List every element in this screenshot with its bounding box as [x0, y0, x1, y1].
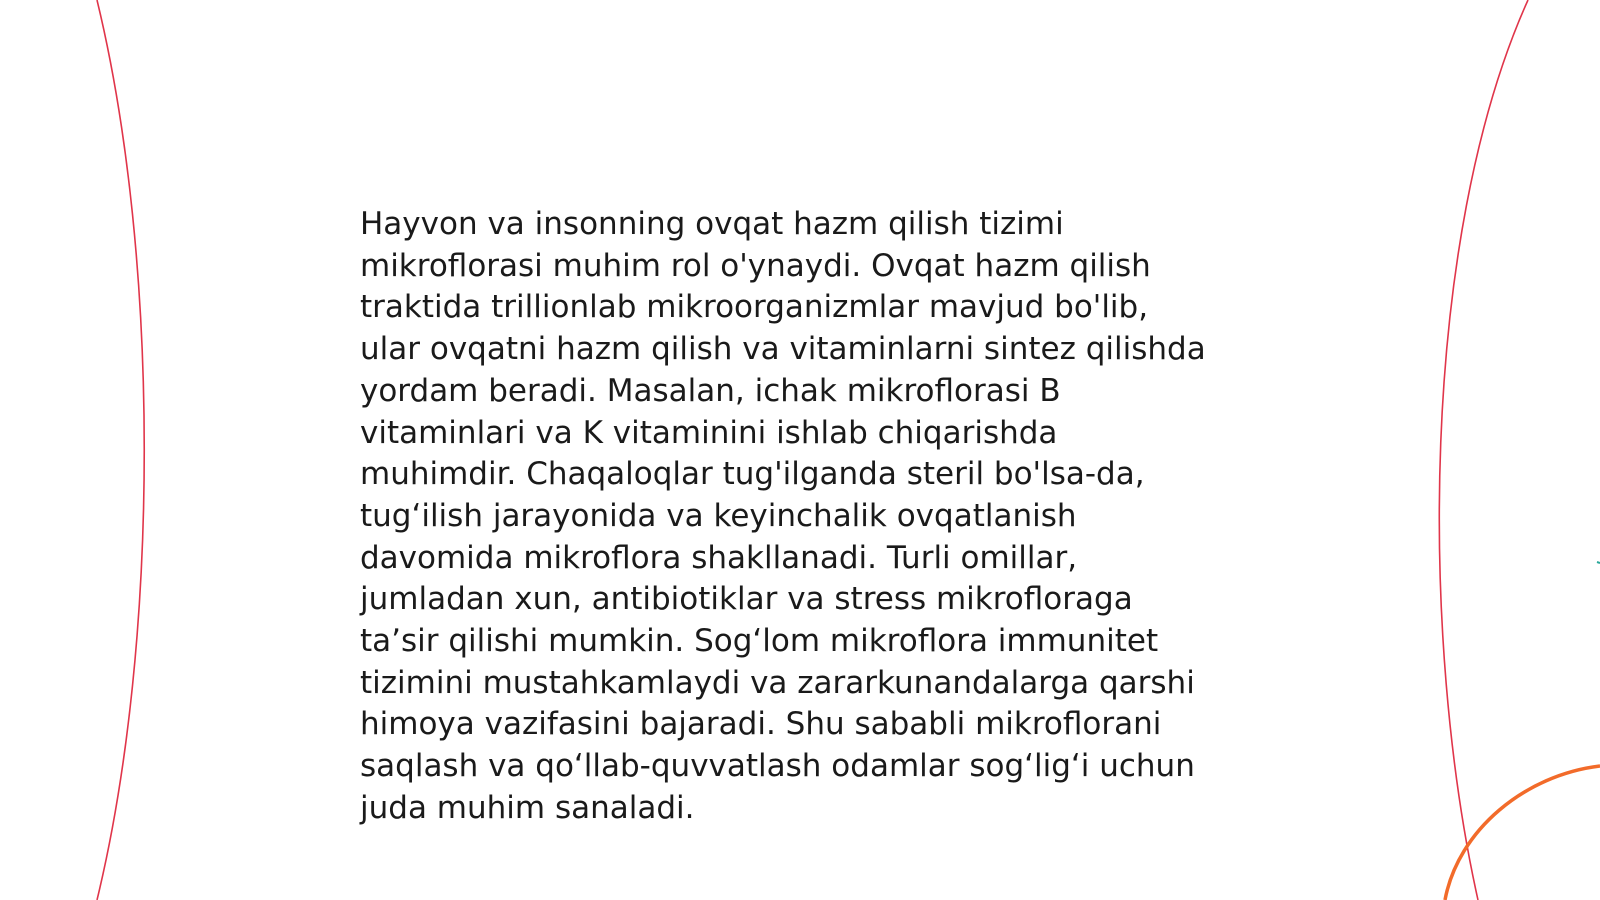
- body-line: Hayvon va insonning ovqat hazm qilish tizimi: [360, 206, 1064, 242]
- body-line: juda muhim sanaladi.: [360, 789, 695, 826]
- body-line: ular ovqatni hazm qilish va vitaminlarni sintez qilishda: [360, 331, 1206, 368]
- body-paragraph: [360, 204, 1260, 830]
- body-line: ta’sir qilishi mumkin. Sog‘lom mikroflora immunitet: [360, 623, 1159, 660]
- body-line: mikroflorasi muhim rol o'ynaydi. Ovqat hazm qilish: [360, 247, 1151, 284]
- body-line: tug‘ilish jarayonida va keyinchalik ovqatlanish: [360, 497, 1077, 534]
- body-line: himoya vazifasini bajaradi. Shu sababli mikroflorani: [360, 706, 1162, 743]
- body-line: traktida trillionlab mikroorganizmlar mavjud bo'lib,: [360, 289, 1149, 326]
- body-line: davomida mikroflora shakllanadi. Turli omillar,: [360, 539, 1078, 576]
- body-line: saqlash va qo‘llab-quvvatlash odamlar sog‘lig‘i uchun: [360, 748, 1195, 785]
- body-line: yordam beradi. Masalan, ichak mikroflorasi B: [360, 372, 1061, 409]
- body-line: tizimini mustahkamlaydi va zararkunandalarga qarshi: [360, 664, 1195, 701]
- body-line: muhimdir. Chaqaloqlar tug'ilganda steril bo'lsa-da,: [360, 456, 1145, 493]
- body-line: vitaminlari va K vitaminini ishlab chiqarishda: [360, 414, 1058, 451]
- orange-arc: [1445, 766, 1600, 900]
- right-curve: [1439, 0, 1528, 900]
- left-curve: [97, 0, 144, 900]
- body-line: jumladan xun, antibiotiklar va stress mikrofloraga: [360, 581, 1133, 618]
